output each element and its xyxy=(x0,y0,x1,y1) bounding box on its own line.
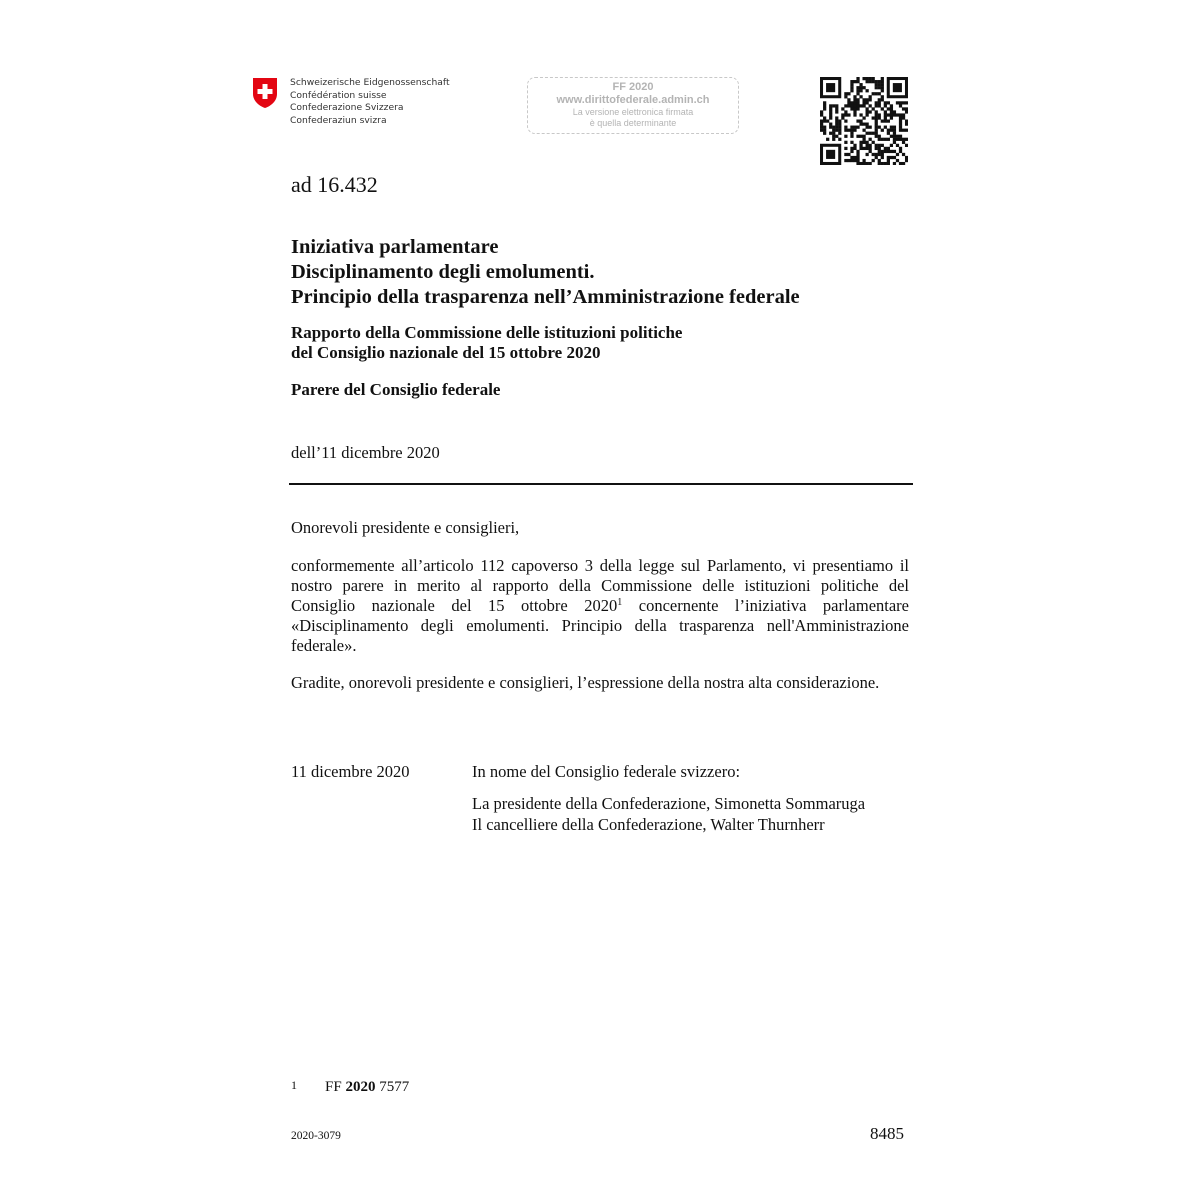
footnote-year: 2020 xyxy=(345,1079,376,1095)
signature-president: La presidente della Confederazione, Simonetta Sommaruga xyxy=(472,794,866,813)
title-line-1: Iniziativa parlamentare xyxy=(291,236,499,258)
confederation-name-de: Schweizerische Eidgenossenschaft xyxy=(290,77,450,88)
confederation-name-fr: Confédération suisse xyxy=(290,89,387,101)
stamp-note-line1: La versione elettronica firmata xyxy=(572,107,694,117)
subtitle-line-1: Rapporto della Commissione delle istituzioni politiche xyxy=(291,323,683,342)
footnote-number: 1 xyxy=(291,1078,297,1092)
title-line-3: Principio della trasparenza nell’Amministrazione federale xyxy=(291,286,800,308)
paragraph-1-continuation: concernente l’iniziativa parlamentare «Disciplinamento degli emolumenti. Principio della trasparenza nell'Amministrazione federale». xyxy=(291,596,909,655)
signature-date: 11 dicembre 2020 xyxy=(291,762,410,781)
stamp-note-line2: è quella determinante xyxy=(589,118,677,128)
paragraph-1-text: conformemente all’articolo 112 capoverso 3 della legge sul Parlamento, vi presentiamo il nostro parere in merito al rapporto della Commissione delle istituzioni politiche del Consiglio nazionale del 15 ottobre 2020 xyxy=(291,556,909,615)
document-reference: ad 16.432 xyxy=(291,172,378,197)
confederation-names xyxy=(290,77,450,127)
page-number: 8485 xyxy=(870,1124,904,1143)
salutation: Onorevoli presidente e consiglieri, xyxy=(291,518,520,537)
document-subtitle xyxy=(291,323,682,363)
signature-intro: In nome del Consiglio federale svizzero: xyxy=(472,762,741,781)
footnote-text xyxy=(325,1079,409,1096)
confederation-name-rm: Confederaziun svizra xyxy=(290,114,387,126)
stamp-ff: FF 2020 xyxy=(612,81,654,93)
document-title xyxy=(291,235,800,310)
paragraph-2: Gradite, onorevoli presidente e consiglieri, l’espressione della nostra alta considerazione. xyxy=(291,673,880,692)
footnote-reference[interactable]: 1 xyxy=(617,597,623,608)
electronic-version-stamp xyxy=(527,77,739,134)
signature-names xyxy=(472,794,865,835)
stamp-url: www.dirittofederale.admin.ch xyxy=(556,94,710,106)
footnote-page: 7577 xyxy=(375,1079,410,1095)
opinion-heading: Parere del Consiglio federale xyxy=(291,380,501,399)
footnote-prefix: FF xyxy=(325,1079,346,1095)
document-number: 2020-3079 xyxy=(291,1130,341,1142)
document-date: dell’11 dicembre 2020 xyxy=(291,443,440,462)
confederation-name-it: Confederazione Svizzera xyxy=(290,102,404,113)
horizontal-rule xyxy=(289,483,913,485)
title-line-2: Disciplinamento degli emolumenti. xyxy=(291,261,595,283)
swiss-coat-of-arms-icon xyxy=(252,77,278,109)
qr-code-icon xyxy=(820,77,908,165)
signature-chancellor: Il cancelliere della Confederazione, Walter Thurnherr xyxy=(472,814,825,834)
paragraph-1 xyxy=(291,556,909,656)
subtitle-line-2: del Consiglio nazionale del 15 ottobre 2020 xyxy=(291,343,601,362)
